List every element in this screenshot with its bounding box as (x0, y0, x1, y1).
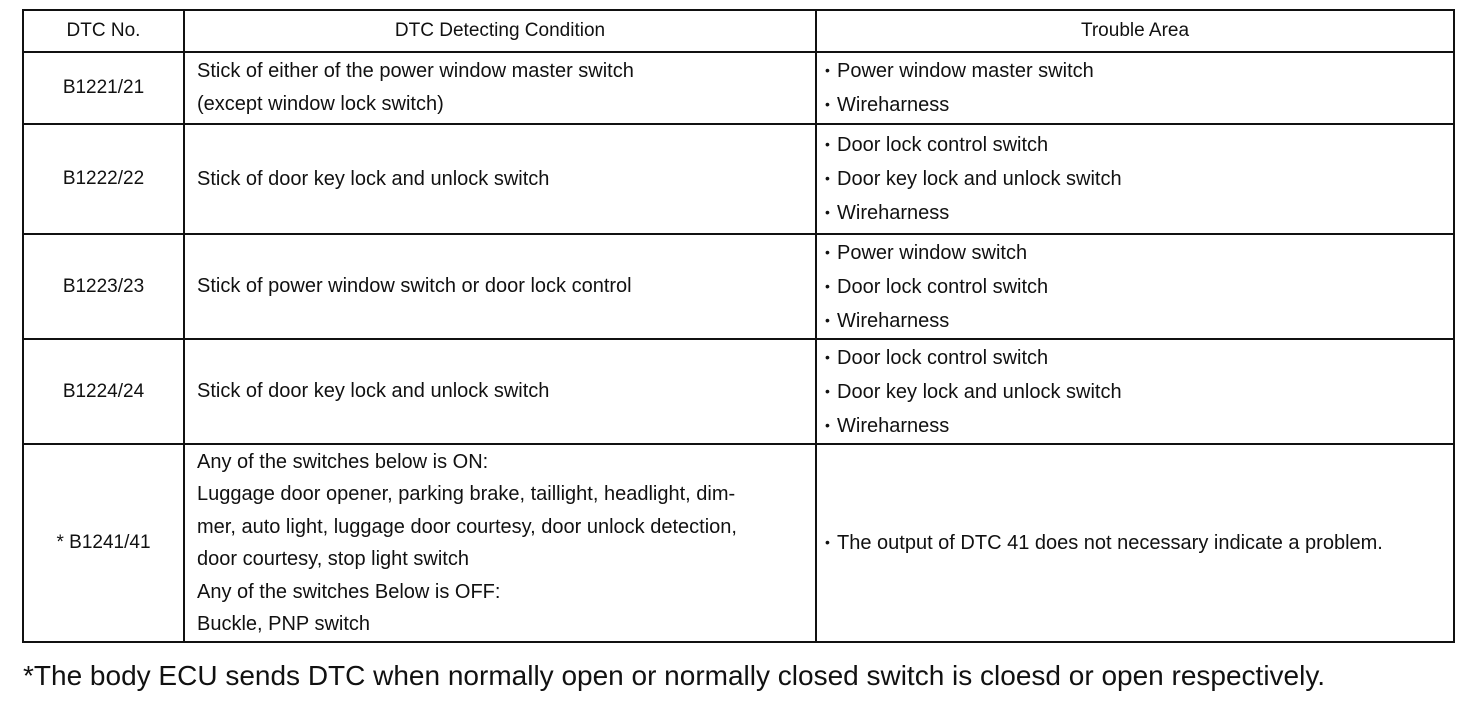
bullet-icon: • (825, 348, 830, 365)
condition-line: Stick of either of the power window master switch (197, 60, 634, 82)
detecting-condition (184, 124, 816, 234)
detecting-condition (184, 444, 816, 642)
trouble-area-item (825, 54, 1445, 88)
condition-line: Luggage door opener, parking brake, taillight, headlight, dim- (197, 483, 736, 505)
trouble-area-text: Wireharness (837, 309, 950, 332)
detecting-condition (184, 234, 816, 339)
bullet-icon: • (825, 204, 830, 220)
trouble-area-item (825, 162, 1445, 196)
trouble-area-text: Door lock control switch (837, 275, 1049, 298)
dtc-code: B1224/24 (23, 339, 184, 444)
detecting-condition (184, 52, 816, 124)
condition-line: Stick of door key lock and unlock switch (197, 167, 550, 190)
condition-line: door courtesy, stop light switch (197, 548, 469, 570)
trouble-area (816, 339, 1454, 444)
condition-line: Any of the switches below is ON: (197, 450, 489, 473)
trouble-area-text: Door lock control switch (837, 346, 1049, 369)
bullet-icon: • (825, 96, 830, 112)
trouble-area-item (825, 526, 1445, 560)
condition-line: Stick of door key lock and unlock switch (197, 380, 550, 402)
table-header (23, 10, 1454, 52)
table-row (23, 234, 1454, 339)
trouble-area-item (825, 375, 1445, 409)
condition-line: (except window lock switch) (197, 93, 444, 115)
trouble-area-item (825, 341, 1445, 375)
trouble-area-item (825, 128, 1445, 162)
trouble-area-item (825, 196, 1445, 230)
footnote: *The body ECU sends DTC when normally open or normally closed switch is cloesd or open respectively. (23, 660, 1326, 691)
condition-line: mer, auto light, luggage door courtesy, door unlock detection, (197, 515, 737, 538)
trouble-area-text: Door key lock and unlock switch (837, 380, 1122, 403)
trouble-area-text: Wireharness (837, 94, 950, 116)
trouble-area-text: Wireharness (837, 414, 950, 437)
dtc-code: B1223/23 (23, 234, 184, 339)
bullet-icon: • (825, 534, 830, 550)
table-row (23, 339, 1454, 444)
trouble-area-text: Power window switch (837, 241, 1028, 264)
trouble-area-item (825, 236, 1445, 270)
dtc-code: B1221/21 (23, 52, 184, 124)
condition-line: Stick of power window switch or door lock control (197, 275, 632, 297)
trouble-area (816, 124, 1454, 234)
bullet-icon: • (825, 382, 830, 399)
dtc-code: * B1241/41 (23, 444, 184, 642)
trouble-area-text: Door key lock and unlock switch (837, 168, 1122, 190)
dtc-code: B1222/22 (23, 124, 184, 234)
bullet-icon: • (825, 277, 830, 294)
trouble-area (816, 52, 1454, 124)
bullet-icon: • (825, 136, 830, 152)
trouble-area-item (825, 409, 1445, 443)
bullet-icon: • (825, 416, 830, 433)
bullet-icon: • (825, 243, 830, 260)
trouble-area-text: Power window master switch (837, 60, 1094, 82)
trouble-area-item (825, 304, 1445, 338)
detecting-condition (184, 339, 816, 444)
table-row (23, 52, 1454, 124)
condition-line: Buckle, PNP switch (197, 613, 371, 635)
trouble-area (816, 234, 1454, 339)
condition-line: Any of the switches Below is OFF: (197, 580, 501, 603)
trouble-area-text: Door lock control switch (837, 134, 1049, 156)
header-trouble-area: Trouble Area (816, 10, 1454, 52)
header-condition: DTC Detecting Condition (184, 10, 816, 52)
bullet-icon: • (825, 170, 830, 186)
bullet-icon: • (825, 311, 830, 328)
trouble-area-text: Wireharness (837, 202, 950, 224)
header-dtc-no: DTC No. (23, 10, 184, 52)
trouble-area-text: The output of DTC 41 does not necessary indicate a problem. (837, 532, 1383, 554)
table-row (23, 444, 1454, 642)
bullet-icon: • (825, 62, 830, 78)
trouble-area (816, 444, 1454, 642)
trouble-area-item (825, 88, 1445, 122)
table-row (23, 124, 1454, 234)
trouble-area-item (825, 270, 1445, 304)
dtc-table (22, 9, 1455, 643)
header-row (23, 10, 1454, 52)
